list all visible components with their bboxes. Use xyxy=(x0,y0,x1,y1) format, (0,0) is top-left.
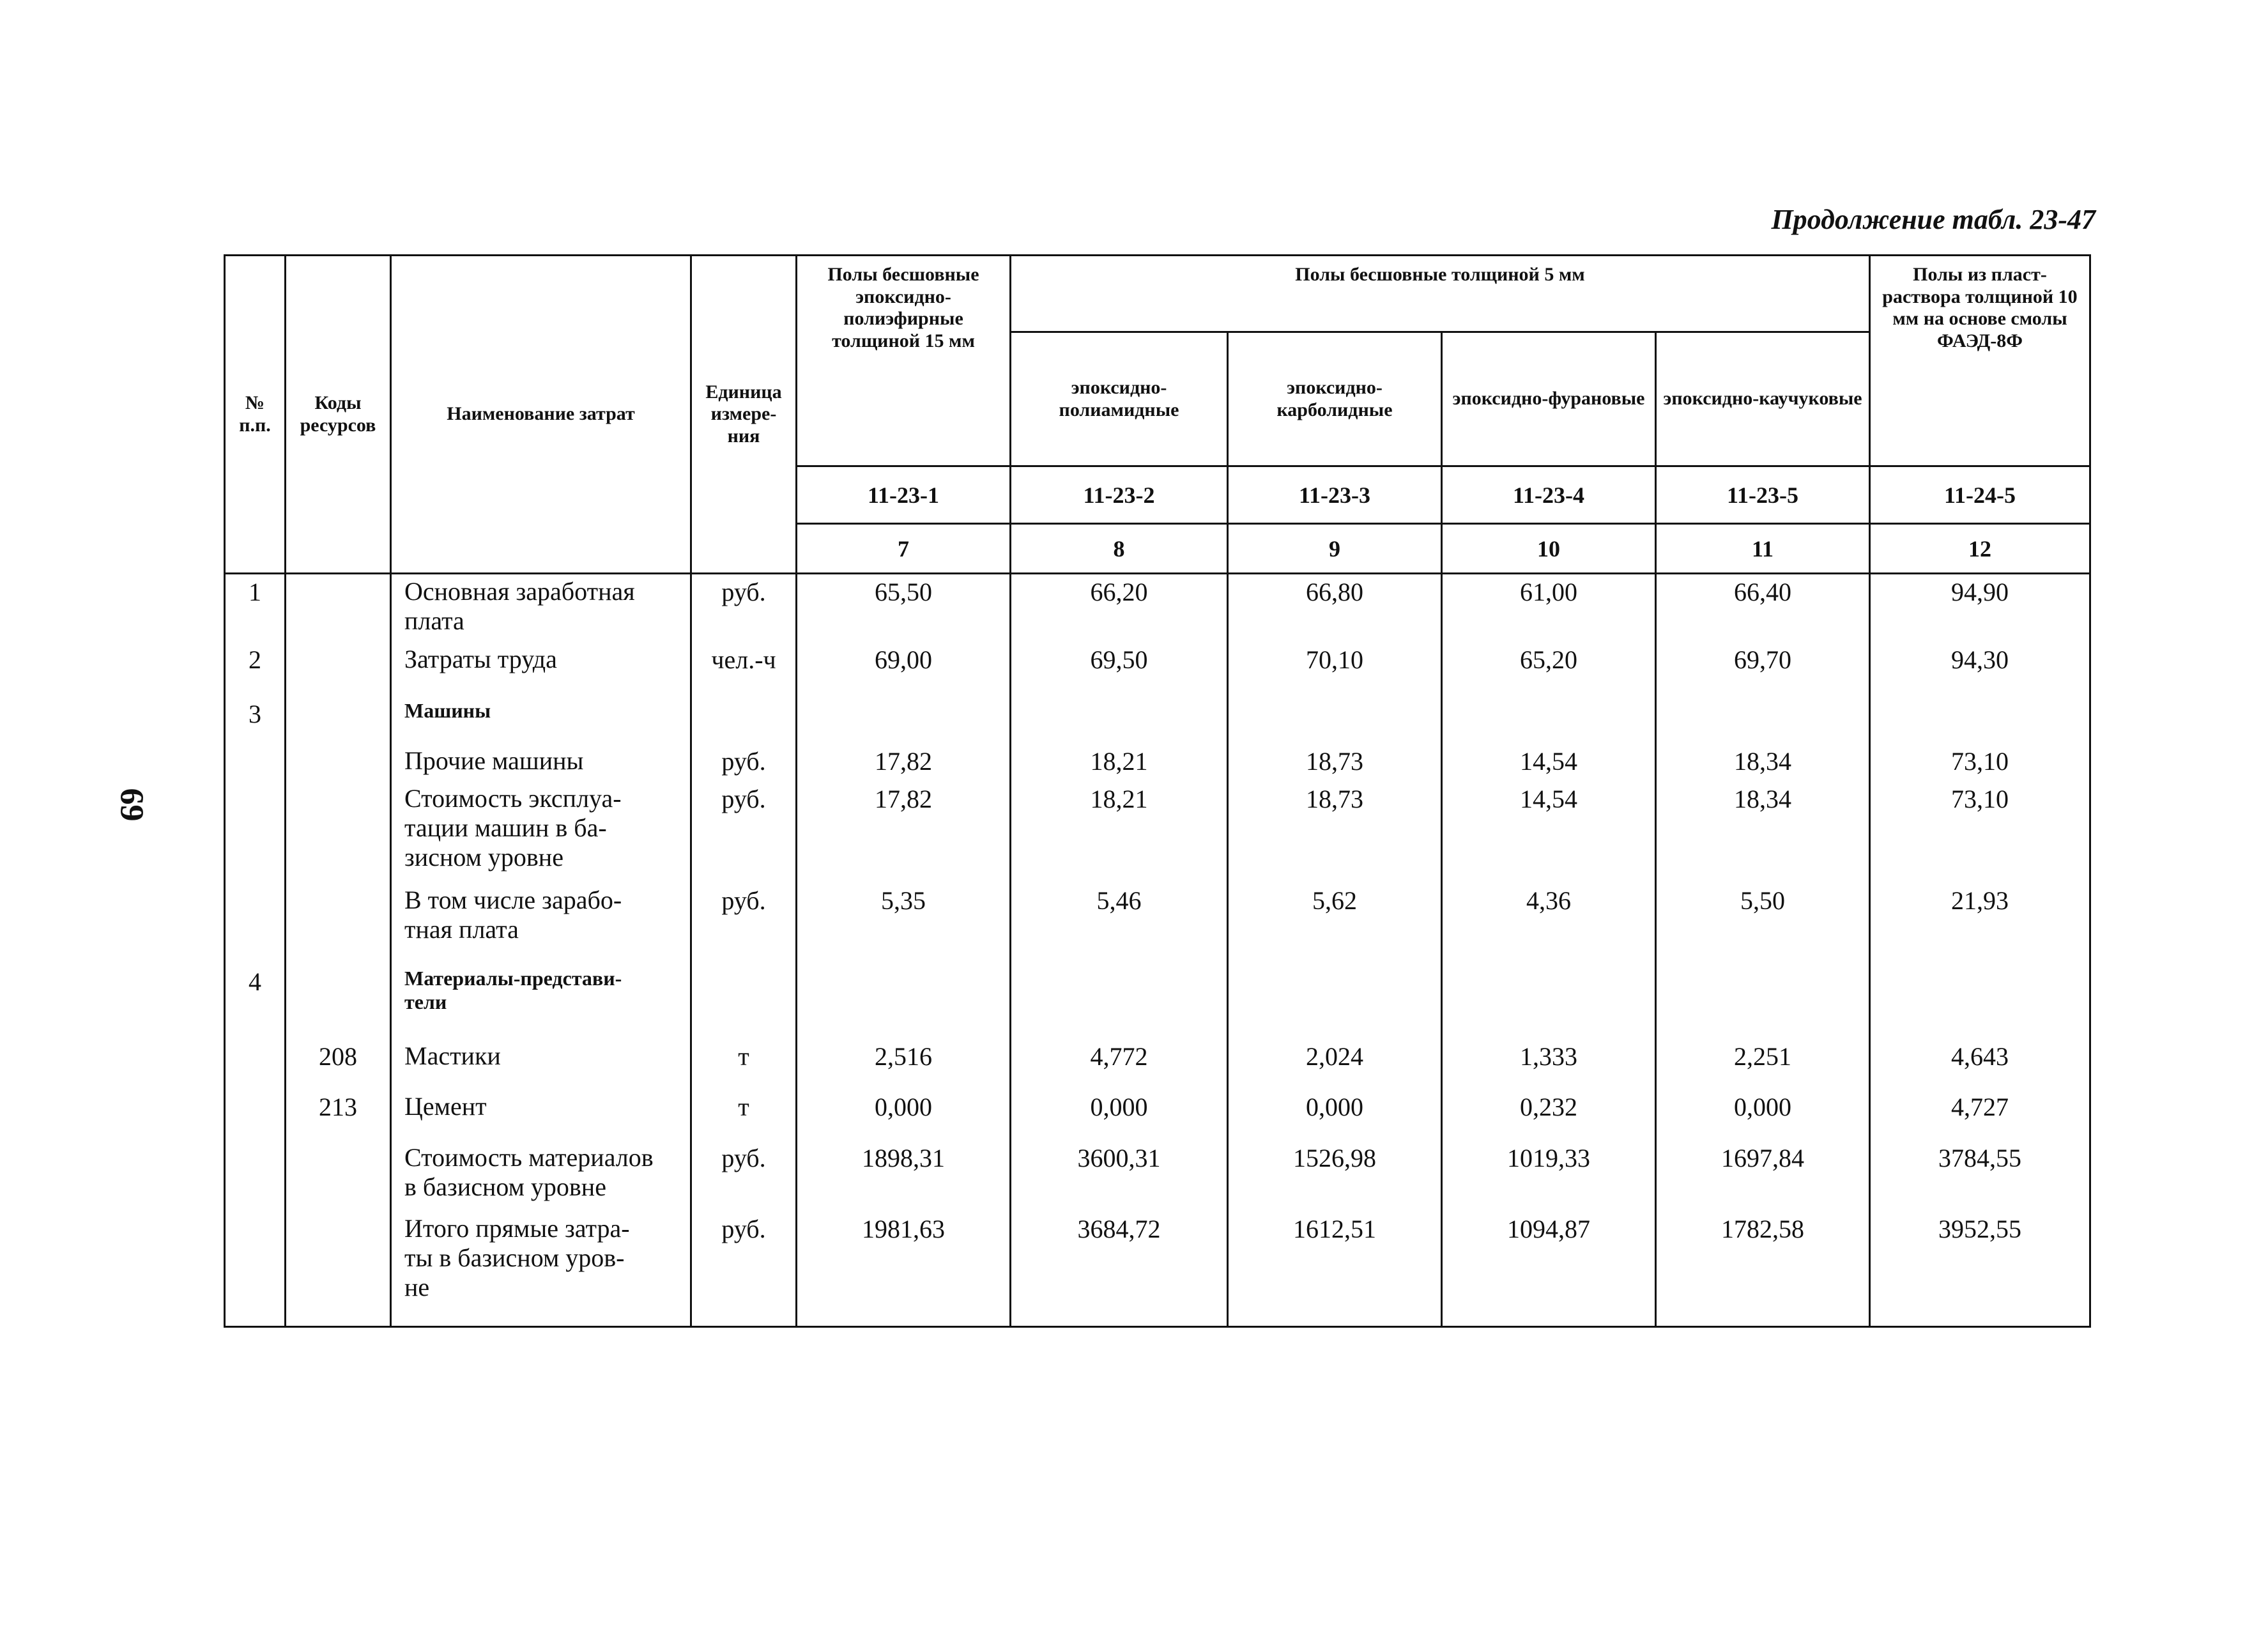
header-group-10mm: Полы из пласт-раствора толщиной 10 мм на основе смолы ФАЭД-8Ф xyxy=(1870,256,2090,466)
cost-name xyxy=(391,574,691,643)
cost-name-line: зисном уровне xyxy=(404,842,563,872)
header-group-15mm: Полы бесшовные эпоксидно-полиэфирные толщиной 15 мм xyxy=(797,256,1011,466)
table-body xyxy=(225,574,2090,1327)
value-cell: 94,30 xyxy=(1870,642,2090,696)
value-cell: 1526,98 xyxy=(1228,1140,1442,1211)
resource-code xyxy=(286,1211,391,1326)
cost-name-line: тная плата xyxy=(404,914,519,944)
cost-table xyxy=(224,254,2091,1328)
value-cell xyxy=(1011,964,1228,1039)
unit: т xyxy=(691,1089,797,1140)
value-cell: 0,000 xyxy=(797,1089,1011,1140)
value-cell: 1019,33 xyxy=(1442,1140,1656,1211)
unit: руб. xyxy=(691,1211,797,1326)
resource-code xyxy=(286,883,391,964)
value-cell: 18,73 xyxy=(1228,781,1442,883)
table-row xyxy=(225,781,2090,883)
row-number xyxy=(225,1140,286,1211)
cost-name-line: Мастики xyxy=(404,1041,501,1070)
table-row xyxy=(225,964,2090,1039)
table-row xyxy=(225,574,2090,643)
column-number: 10 xyxy=(1442,524,1656,574)
cost-name-line: плата xyxy=(404,606,464,635)
cost-name xyxy=(391,696,691,744)
cost-name xyxy=(391,642,691,696)
unit xyxy=(691,964,797,1039)
resource-code: 208 xyxy=(286,1039,391,1090)
cost-name xyxy=(391,1140,691,1211)
value-cell: 18,34 xyxy=(1656,744,1870,781)
value-cell xyxy=(797,696,1011,744)
value-cell: 21,93 xyxy=(1870,883,2090,964)
value-cell xyxy=(1870,964,2090,1039)
header-group-5mm: Полы бесшовные толщиной 5 мм xyxy=(1011,256,1870,332)
cost-name-line: В том числе зарабо- xyxy=(404,885,622,914)
header-codes: Коды ресурсов xyxy=(286,256,391,574)
table-row xyxy=(225,1039,2090,1090)
table-row xyxy=(225,696,2090,744)
value-cell: 1697,84 xyxy=(1656,1140,1870,1211)
value-cell xyxy=(1442,964,1656,1039)
value-cell: 69,50 xyxy=(1011,642,1228,696)
resource-code xyxy=(286,696,391,744)
row-number xyxy=(225,1039,286,1090)
value-cell: 3952,55 xyxy=(1870,1211,2090,1326)
column-number: 9 xyxy=(1228,524,1442,574)
header-sub-polyamide: эпоксидно-полиамидные xyxy=(1011,332,1228,466)
row-number: 1 xyxy=(225,574,286,643)
unit: т xyxy=(691,1039,797,1090)
value-cell: 94,90 xyxy=(1870,574,2090,643)
value-cell: 66,20 xyxy=(1011,574,1228,643)
value-cell: 1981,63 xyxy=(797,1211,1011,1326)
row-number xyxy=(225,1211,286,1326)
value-cell xyxy=(1870,696,2090,744)
table-row xyxy=(225,1211,2090,1326)
row-number xyxy=(225,781,286,883)
value-cell: 1898,31 xyxy=(797,1140,1011,1211)
header-sub-rubber: эпоксидно-каучуковые xyxy=(1656,332,1870,466)
resource-code xyxy=(286,1140,391,1211)
cost-name xyxy=(391,1211,691,1326)
header-no: № п.п. xyxy=(225,256,286,574)
value-cell: 2,516 xyxy=(797,1039,1011,1090)
value-cell: 1782,58 xyxy=(1656,1211,1870,1326)
cost-name xyxy=(391,964,691,1039)
table-caption: Продолжение табл. 23-47 xyxy=(1771,204,2096,235)
table-row xyxy=(225,883,2090,964)
value-cell: 17,82 xyxy=(797,744,1011,781)
unit: руб. xyxy=(691,883,797,964)
value-cell: 4,727 xyxy=(1870,1089,2090,1140)
value-cell xyxy=(1011,696,1228,744)
resource-code: 213 xyxy=(286,1089,391,1140)
cost-name xyxy=(391,744,691,781)
value-cell: 73,10 xyxy=(1870,744,2090,781)
rate-code: 11-23-1 xyxy=(797,466,1011,524)
table-row xyxy=(225,642,2090,696)
cost-name-line: Цемент xyxy=(404,1092,487,1121)
value-cell: 3600,31 xyxy=(1011,1140,1228,1211)
value-cell: 65,50 xyxy=(797,574,1011,643)
unit: руб. xyxy=(691,1140,797,1211)
value-cell: 5,50 xyxy=(1656,883,1870,964)
header-unit: Единица измере-ния xyxy=(691,256,797,574)
header-sub-carbolide: эпоксидно-карболидные xyxy=(1228,332,1442,466)
value-cell: 65,20 xyxy=(1442,642,1656,696)
row-number: 3 xyxy=(225,696,286,744)
value-cell: 18,34 xyxy=(1656,781,1870,883)
value-cell: 1094,87 xyxy=(1442,1211,1656,1326)
resource-code xyxy=(286,574,391,643)
cost-name-line: Затраты труда xyxy=(404,645,557,674)
row-number: 4 xyxy=(225,964,286,1039)
value-cell: 17,82 xyxy=(797,781,1011,883)
header-name: Наименование затрат xyxy=(391,256,691,574)
cost-name xyxy=(391,1039,691,1090)
resource-code xyxy=(286,964,391,1039)
value-cell: 3684,72 xyxy=(1011,1211,1228,1326)
value-cell xyxy=(1656,964,1870,1039)
table-row xyxy=(225,744,2090,781)
cost-name xyxy=(391,883,691,964)
cost-name-line: не xyxy=(404,1273,430,1302)
value-cell: 70,10 xyxy=(1228,642,1442,696)
row-number xyxy=(225,744,286,781)
value-cell: 0,000 xyxy=(1011,1089,1228,1140)
value-cell: 18,21 xyxy=(1011,781,1228,883)
column-number: 8 xyxy=(1011,524,1228,574)
value-cell: 61,00 xyxy=(1442,574,1656,643)
value-cell: 2,024 xyxy=(1228,1039,1442,1090)
resource-code xyxy=(286,744,391,781)
value-cell: 4,643 xyxy=(1870,1039,2090,1090)
table-row xyxy=(225,1089,2090,1140)
rate-code: 11-23-3 xyxy=(1228,466,1442,524)
value-cell: 0,000 xyxy=(1656,1089,1870,1140)
value-cell: 69,70 xyxy=(1656,642,1870,696)
rate-code: 11-23-4 xyxy=(1442,466,1656,524)
value-cell: 14,54 xyxy=(1442,781,1656,883)
value-cell: 2,251 xyxy=(1656,1039,1870,1090)
value-cell: 18,73 xyxy=(1228,744,1442,781)
value-cell xyxy=(1228,964,1442,1039)
unit xyxy=(691,696,797,744)
value-cell xyxy=(797,964,1011,1039)
cost-name-line: тации машин в ба- xyxy=(404,813,607,842)
cost-name-line: Машины xyxy=(404,699,491,722)
cost-name xyxy=(391,781,691,883)
rate-code: 11-23-5 xyxy=(1656,466,1870,524)
table-row xyxy=(225,1140,2090,1211)
value-cell: 18,21 xyxy=(1011,744,1228,781)
value-cell: 4,772 xyxy=(1011,1039,1228,1090)
value-cell: 5,35 xyxy=(797,883,1011,964)
unit: чел.-ч xyxy=(691,642,797,696)
rate-code: 11-23-2 xyxy=(1011,466,1228,524)
value-cell: 0,232 xyxy=(1442,1089,1656,1140)
value-cell: 66,40 xyxy=(1656,574,1870,643)
unit: руб. xyxy=(691,781,797,883)
row-number xyxy=(225,1089,286,1140)
cost-name-line: Прочие машины xyxy=(404,746,584,776)
column-number: 12 xyxy=(1870,524,2090,574)
cost-name-line: Стоимость материалов xyxy=(404,1142,654,1172)
unit: руб. xyxy=(691,744,797,781)
value-cell xyxy=(1656,696,1870,744)
row-number xyxy=(225,883,286,964)
value-cell: 73,10 xyxy=(1870,781,2090,883)
cost-name-line: Материалы-представи- xyxy=(404,966,622,990)
cost-name-line: Основная заработная xyxy=(404,577,635,606)
cost-name xyxy=(391,1089,691,1140)
cost-name-line: тели xyxy=(404,990,447,1013)
value-cell: 69,00 xyxy=(797,642,1011,696)
unit: руб. xyxy=(691,574,797,643)
header-sub-furan: эпоксидно-фурановые xyxy=(1442,332,1656,466)
value-cell xyxy=(1228,696,1442,744)
column-number: 11 xyxy=(1656,524,1870,574)
value-cell: 3784,55 xyxy=(1870,1140,2090,1211)
value-cell: 4,36 xyxy=(1442,883,1656,964)
value-cell: 1,333 xyxy=(1442,1039,1656,1090)
value-cell: 5,62 xyxy=(1228,883,1442,964)
row-number: 2 xyxy=(225,642,286,696)
cost-name-line: Стоимость эксплуа- xyxy=(404,783,622,813)
cost-name-line: ты в базисном уров- xyxy=(404,1243,625,1273)
value-cell: 0,000 xyxy=(1228,1089,1442,1140)
value-cell: 1612,51 xyxy=(1228,1211,1442,1326)
rate-code: 11-24-5 xyxy=(1870,466,2090,524)
cost-name-line: Итого прямые затра- xyxy=(404,1214,630,1243)
page-number: 69 xyxy=(113,788,150,822)
resource-code xyxy=(286,781,391,883)
value-cell: 5,46 xyxy=(1011,883,1228,964)
value-cell: 66,80 xyxy=(1228,574,1442,643)
value-cell: 14,54 xyxy=(1442,744,1656,781)
resource-code xyxy=(286,642,391,696)
cost-name-line: в базисном уровне xyxy=(404,1172,606,1201)
column-number: 7 xyxy=(797,524,1011,574)
value-cell xyxy=(1442,696,1656,744)
